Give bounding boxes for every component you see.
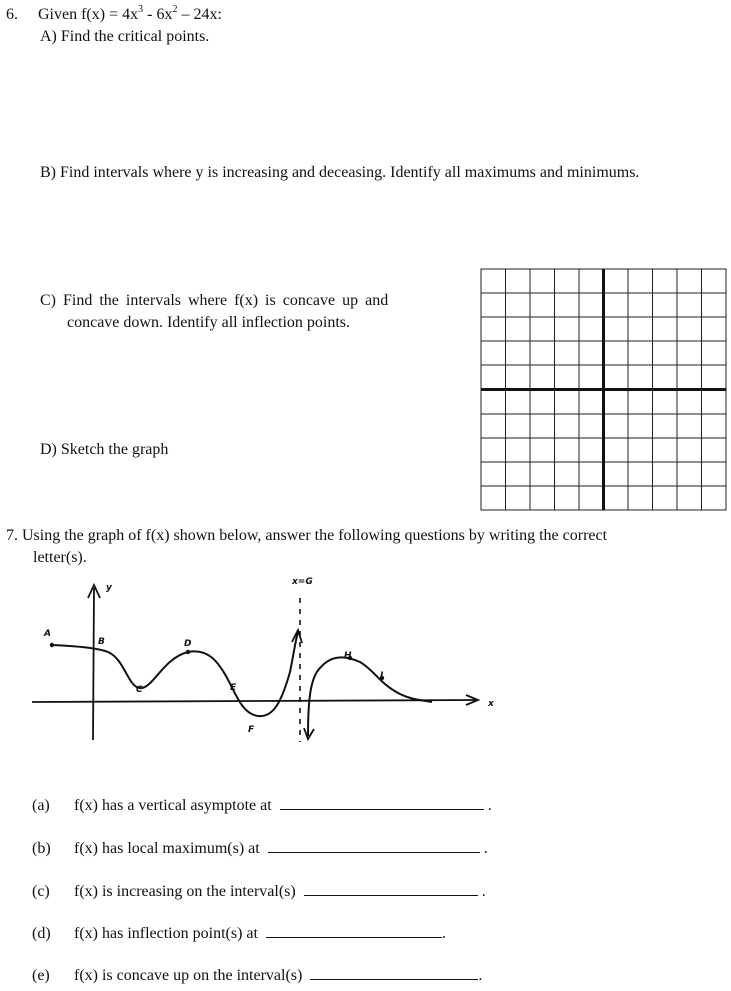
question-b-label: f(x) has local maximum(s) at [74, 840, 260, 857]
problem-6-given [38, 6, 222, 24]
given-exponent-2: 2 [172, 4, 178, 15]
label-h: H [344, 651, 352, 661]
question-e-letter: (e) [32, 967, 50, 984]
label-b: B [98, 637, 105, 647]
question-c-text: f(x) is increasing on the interval(s) . [74, 883, 486, 900]
function-graph [28, 572, 508, 752]
label-f: F [248, 725, 255, 735]
given-mid: - 6x [143, 6, 173, 23]
question-a [32, 797, 492, 815]
label-c: C [136, 685, 143, 695]
question-b-letter: (b) [32, 840, 51, 857]
label-a: A [44, 629, 51, 639]
given-suffix: – 24x: [177, 6, 222, 23]
answer-blank-d[interactable] [266, 925, 442, 938]
question-c [32, 883, 486, 901]
question-c-letter: (c) [32, 883, 50, 900]
problem-7-line-2: letter(s). [33, 549, 87, 566]
graph-y-axis [93, 588, 94, 740]
curve-left-branch [52, 632, 298, 716]
point-a [50, 643, 54, 647]
question-b [32, 840, 488, 858]
part-c-line-2: concave down. Identify all inflection points. [67, 314, 351, 331]
answer-blank-b[interactable] [268, 840, 480, 853]
question-d [32, 925, 446, 943]
part-a: A) Find the critical points. [40, 28, 210, 45]
question-a-text: f(x) has a vertical asymptote at . [74, 797, 492, 814]
question-d-label: f(x) has inflection point(s) at [74, 925, 258, 942]
part-b: B) Find intervals where y is increasing and deceasing. Identify all maximums and minimums. [40, 164, 640, 181]
question-e-text: f(x) is concave up on the interval(s) . [74, 967, 483, 984]
answer-blank-e[interactable] [310, 967, 478, 980]
label-i: I [380, 671, 384, 681]
label-x-axis: x [488, 699, 494, 709]
question-e [32, 967, 483, 985]
question-b-text: f(x) has local maximum(s) at . [74, 840, 488, 857]
problem-7-line-1: 7. Using the graph of f(x) shown below, answer the following questions by writing the correct [6, 527, 608, 544]
answer-blank-c[interactable] [304, 883, 478, 896]
question-a-letter: (a) [32, 797, 50, 814]
given-prefix: Given f(x) = 4x [38, 6, 139, 23]
question-e-label: f(x) is concave up on the interval(s) [74, 967, 303, 984]
curve-right-branch [308, 657, 432, 736]
part-c-line-1: C) Find the intervals where f(x) is concave up and [40, 292, 389, 309]
part-d: D) Sketch the graph [40, 441, 169, 458]
answer-blank-a[interactable] [280, 797, 484, 810]
given-exponent-3: 3 [138, 4, 144, 15]
question-d-text: f(x) has inflection point(s) at . [74, 925, 446, 942]
graph-x-axis [32, 700, 476, 702]
label-asymptote: x=G [292, 577, 313, 587]
point-d [186, 650, 190, 654]
problem-6-number: 6. [6, 6, 18, 23]
label-e: E [230, 683, 237, 693]
coordinate-grid [480, 268, 728, 512]
label-y-axis: y [106, 583, 112, 593]
question-a-label: f(x) has a vertical asymptote at [74, 797, 272, 814]
question-c-label: f(x) is increasing on the interval(s) [74, 883, 296, 900]
label-d: D [184, 639, 192, 649]
question-d-letter: (d) [32, 925, 51, 942]
